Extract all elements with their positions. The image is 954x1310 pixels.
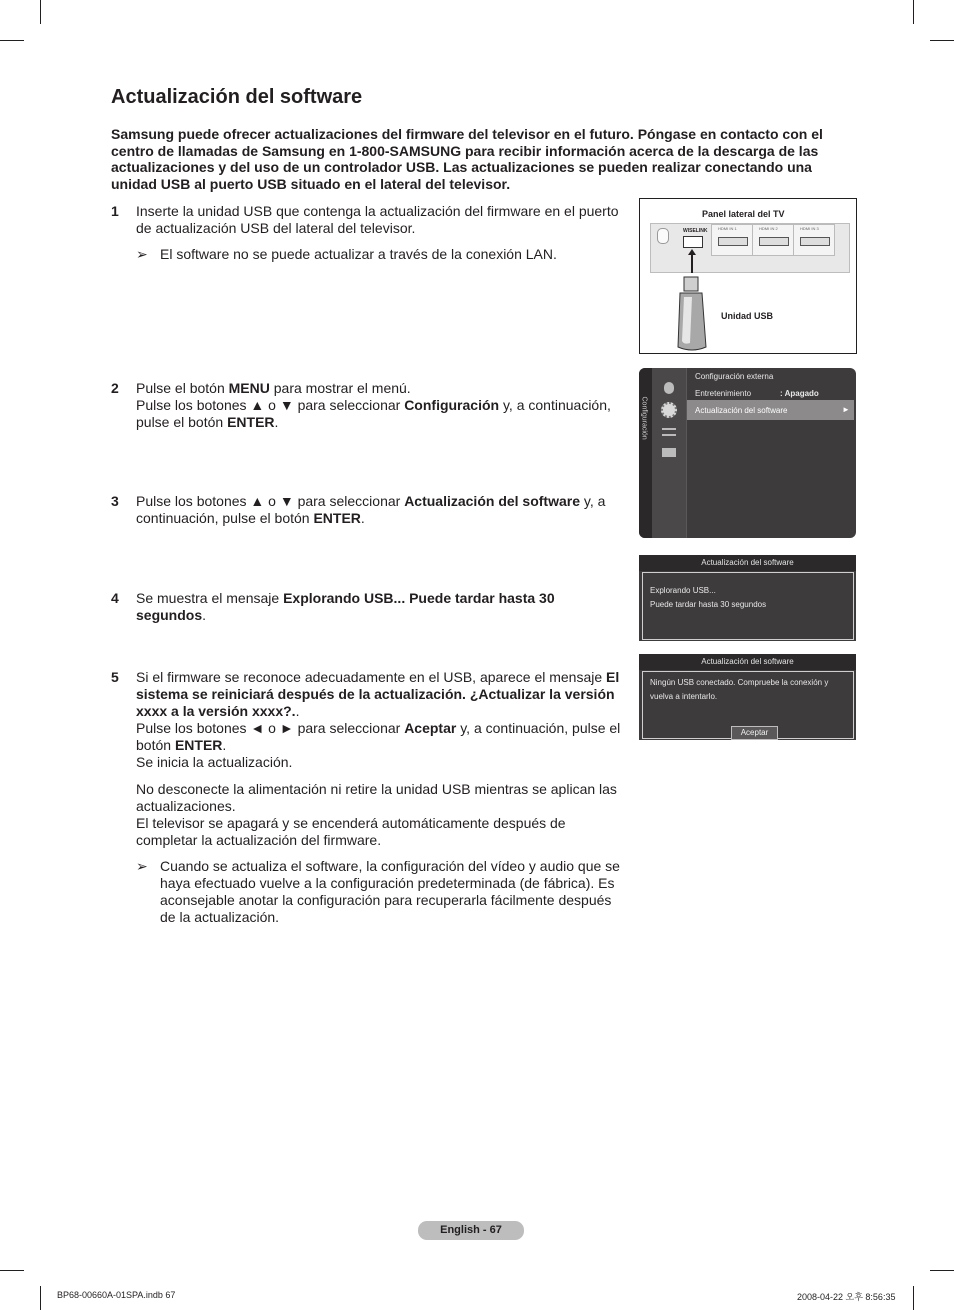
menu-arrow-icon: ► (842, 405, 850, 414)
note (136, 246, 626, 263)
note-arrow-icon: ➢ (136, 858, 148, 874)
channel-icon (662, 448, 676, 457)
menu-item-entertainment[interactable]: Entretenimiento (695, 389, 752, 398)
page-title: Actualización del software (111, 86, 363, 108)
crop-mark (40, 1286, 41, 1310)
menu-side-label: Configuración (640, 396, 648, 440)
tv-side-panel-diagram (639, 198, 857, 354)
step-text: Pulse el botón MENU para mostrar el menú. (136, 380, 411, 396)
step-text: Si el firmware se reconoce adecuadamente en el USB, aparece el mensaje El sistema se reiniciará después de la actualización. ¿Actualizar la versión xxxx a la versión xxxx?.. (136, 669, 620, 719)
setup-menu-osd (639, 368, 856, 538)
step-text: Se muestra el mensaje Explorando USB... Puede tardar hasta 30 segundos. (136, 590, 555, 623)
aceptar-button[interactable]: Aceptar (731, 726, 778, 740)
footer-file-info: BP68-00660A-01SPA.indb 67 (57, 1290, 176, 1300)
dialog-title: Actualización del software (639, 654, 856, 670)
hdmi-port-1: HDMI IN 1 (711, 224, 753, 256)
crop-mark (930, 1270, 954, 1271)
step-text: Pulse los botones ▲ o ▼ para seleccionar Actualización del software y, a continuación, pulse el botón ENTER. (136, 493, 606, 526)
step-number: 1 (111, 203, 119, 219)
scanning-dialog (639, 555, 856, 641)
step-text: Pulse los botones ◄ o ► para seleccionar Aceptar y, a continuación, pulse el botón ENTER. (136, 720, 621, 753)
step-text: Inserte la unidad USB que contenga la actualización del firmware en el puerto de actualización USB del lateral del televisor. (136, 203, 619, 236)
step-text: Se inicia la actualización. (136, 754, 293, 770)
note-text: El software no se puede actualizar a través de la conexión LAN. (160, 246, 557, 262)
footer-timestamp: 2008-04-22 오후 8:56:35 (797, 1292, 896, 1302)
usb-label: Unidad USB (721, 311, 774, 321)
gear-icon (661, 402, 677, 418)
menu-item-software-update[interactable]: Actualización del software (695, 406, 788, 415)
hdmi-icon (800, 237, 830, 246)
step-text: No desconecte la alimentación ni retire la unidad USB mientras se aplican las actualizaciones. (136, 781, 617, 814)
wiselink-label: WISELINK (683, 228, 708, 234)
crop-mark (40, 0, 41, 24)
note-text: Cuando se actualiza el software, la configuración del vídeo y audio que se haya efectuado vuelve a la configuración predeterminada (de fábrica). Es aconsejable anotar la configuración para recuperarla fácilmente después de la actualización. (160, 858, 620, 925)
step-number: 2 (111, 380, 119, 396)
dialog-line: Ningún USB conectado. Compruebe la conexión y (650, 678, 829, 687)
menu-item-entertainment-value: : Apagado (780, 389, 819, 398)
page-number: English - 67 (418, 1221, 524, 1240)
crop-mark (0, 1270, 24, 1271)
crop-mark (913, 1286, 914, 1310)
headphone-jack-icon (657, 228, 669, 244)
hdmi-icon (759, 237, 789, 246)
dialog-line: Puede tardar hasta 30 segundos (650, 600, 767, 609)
step-number: 5 (111, 669, 119, 685)
dialog-title: Actualización del software (639, 555, 856, 571)
intro-paragraph: Samsung puede ofrecer actualizaciones del firmware del televisor en el futuro. Póngase en contacto con el centro de llamadas de Samsung en 1-800-SAMSUNG para recibir información acerca de la descarga de las actualizaciones y del uso de un controlador USB. Las actualizaciones se pueden realizar conectando una unidad USB al puerto USB situado en el lateral del televisor. (111, 126, 823, 192)
panel-label: Panel lateral del TV (702, 209, 785, 219)
step-number: 4 (111, 590, 119, 606)
dialog-line: vuelva a intentarlo. (650, 692, 718, 701)
step-number: 3 (111, 493, 119, 509)
menu-item-external[interactable]: Configuración externa (695, 372, 774, 381)
crop-mark (0, 40, 24, 41)
crop-mark (913, 0, 914, 24)
no-usb-dialog (639, 654, 856, 740)
note (136, 858, 626, 926)
note-arrow-icon: ➢ (136, 246, 148, 262)
dialog-line: Explorando USB... (650, 586, 716, 595)
usb-drive-icon (670, 247, 714, 351)
picture-icon (664, 382, 674, 394)
hdmi-port-2: HDMI IN 2 (752, 224, 794, 256)
crop-mark (930, 40, 954, 41)
hdmi-icon (718, 237, 748, 246)
hdmi-port-3: HDMI IN 3 (793, 224, 835, 256)
step-text: El televisor se apagará y se encenderá automáticamente después de completar la actualización del firmware. (136, 815, 566, 848)
input-icon (662, 428, 676, 436)
step-text: Pulse los botones ▲ o ▼ para seleccionar Configuración y, a continuación, pulse el botón ENTER. (136, 397, 611, 430)
